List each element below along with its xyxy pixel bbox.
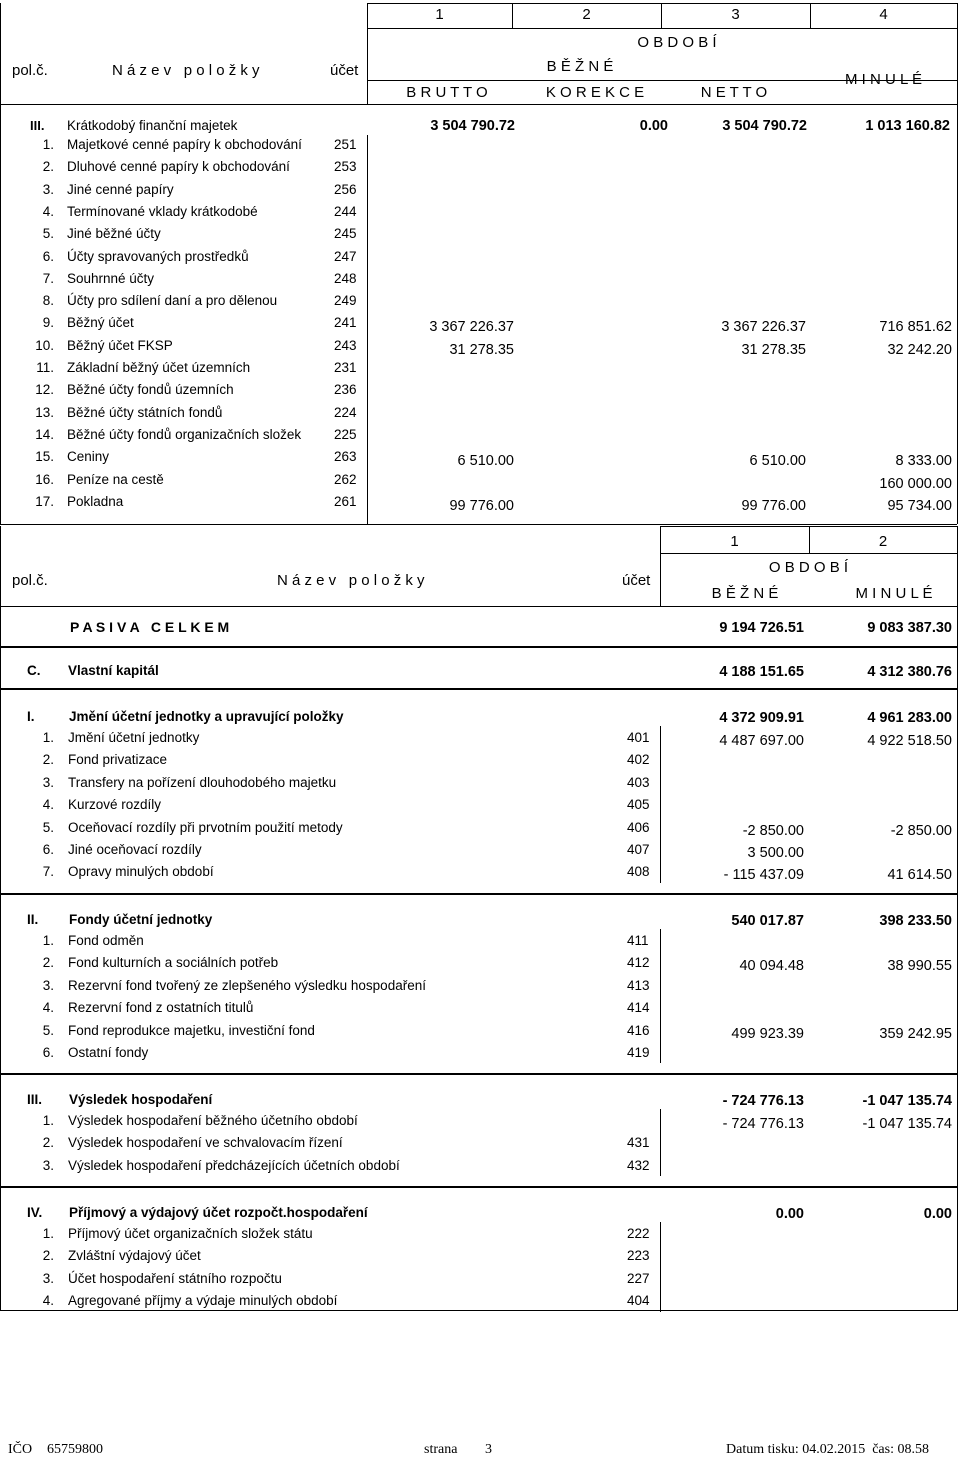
row-name: Běžné účty státních fondů xyxy=(67,405,223,420)
row-netto: 99 776.00 xyxy=(741,498,806,514)
pasiva-celkem-bezne: 9 194 726.51 xyxy=(719,620,804,636)
row-bezne: 3 500.00 xyxy=(747,845,804,861)
row-name: Běžné účty fondů organizačních složek xyxy=(67,427,302,442)
row-number: 1. xyxy=(42,933,54,948)
pasiva-col-num-1: 1 xyxy=(730,533,739,550)
row-minule: 160 000.00 xyxy=(879,476,952,492)
row-number: 8. xyxy=(42,293,54,308)
group-number: III. xyxy=(27,1092,43,1107)
row-ucet: 419 xyxy=(627,1045,650,1060)
pasiva-col-num-2: 2 xyxy=(878,533,888,550)
row-number: 11. xyxy=(36,360,54,375)
table-border xyxy=(0,1073,1,1186)
obdobi-header: O B D O B Í xyxy=(637,34,717,51)
row-name: Výsledek hospodaření běžného účetního období xyxy=(68,1113,358,1128)
row-number: 4. xyxy=(42,797,54,812)
row-ucet: 224 xyxy=(334,405,357,420)
group-name: Výsledek hospodaření xyxy=(69,1092,213,1107)
row-bezne: 40 094.48 xyxy=(739,958,804,974)
pasiva-celkem-minule: 9 083 387.30 xyxy=(867,620,952,636)
row-ucet: 243 xyxy=(334,338,357,353)
strana-value: 3 xyxy=(485,1442,492,1457)
row-number: 1. xyxy=(42,137,54,152)
row-number: 4. xyxy=(42,1293,54,1308)
row-ucet: 244 xyxy=(334,204,357,219)
group-bezne: 540 017.87 xyxy=(731,913,804,929)
bezne-header: B Ě Ž N É xyxy=(546,58,614,75)
row-number: 15. xyxy=(35,449,54,464)
row-number: 6. xyxy=(42,249,54,264)
row-ucet: 251 xyxy=(334,137,357,152)
row-number: 12. xyxy=(35,382,54,397)
row-name: Běžný účet xyxy=(67,315,134,330)
col-num-2: 2 xyxy=(582,6,591,23)
row-name: Opravy minulých období xyxy=(68,864,214,879)
row-ucet: 411 xyxy=(627,933,649,948)
row-name: Zvláštní výdajový účet xyxy=(68,1248,201,1263)
column-divider xyxy=(660,1109,661,1176)
row-ucet: 406 xyxy=(627,820,650,835)
row-number: 2. xyxy=(42,752,54,767)
row-number: 5. xyxy=(42,1023,54,1038)
vlastni-kapital-name: Vlastní kapitál xyxy=(68,663,159,678)
row-number: 2. xyxy=(42,1135,54,1150)
pasiva-bezne-header: B Ě Ž N É xyxy=(711,585,779,602)
row-ucet: 405 xyxy=(627,797,650,812)
row-number: 10. xyxy=(35,338,54,353)
row-bezne: 499 923.39 xyxy=(731,1026,804,1042)
row-name: Účet hospodaření státního rozpočtu xyxy=(68,1271,282,1286)
row-ucet: 225 xyxy=(334,427,357,442)
row-name: Souhrnné účty xyxy=(67,271,155,286)
row-ucet: 412 xyxy=(627,955,650,970)
row-number: 3. xyxy=(42,1271,54,1286)
strana-label: strana xyxy=(424,1442,458,1457)
row-name: Termínované vklady krátkodobé xyxy=(67,204,258,219)
row-ucet: 401 xyxy=(627,730,650,745)
row-number: 7. xyxy=(42,271,54,286)
row-name: Rezervní fond z ostatních titulů xyxy=(68,1000,254,1015)
row-number: 3. xyxy=(42,978,54,993)
row-name: Oceňovací rozdíly při prvotním použití metody xyxy=(68,820,343,835)
row-minule: 41 614.50 xyxy=(887,867,952,883)
nazev-header: N á z e v p o l o ž k y xyxy=(112,62,260,79)
row-ucet: 407 xyxy=(627,842,650,857)
row-name: Výsledek hospodaření ve schvalovacím řízení xyxy=(68,1135,343,1150)
group-number: IV. xyxy=(27,1205,43,1220)
row-ucet: 262 xyxy=(334,472,357,487)
row-ucet: 432 xyxy=(627,1158,650,1173)
row-number: 2. xyxy=(42,955,54,970)
row-name: Ceniny xyxy=(67,449,110,464)
row-number: 1. xyxy=(42,1113,54,1128)
pasiva-minule-header: M I N U L É xyxy=(855,585,933,602)
group-name: Příjmový a výdajový účet rozpočt.hospodaření xyxy=(69,1205,368,1220)
row-number: 6. xyxy=(42,842,54,857)
row-bezne: - 724 776.13 xyxy=(722,1116,804,1132)
row-name: Dluhové cenné papíry k obchodování xyxy=(67,159,290,174)
row-ucet: 236 xyxy=(334,382,357,397)
row-number: 16. xyxy=(35,472,54,487)
row-number: 2. xyxy=(42,1248,54,1263)
table-border xyxy=(0,690,1,893)
row-bezne: -2 850.00 xyxy=(742,823,804,839)
row-number: 9. xyxy=(42,315,54,330)
row-name: Jiné oceňovací rozdíly xyxy=(68,842,202,857)
row-ucet: 408 xyxy=(627,864,650,879)
row-number: 4. xyxy=(42,204,54,219)
row-ucet: 249 xyxy=(334,293,357,308)
group-number: II. xyxy=(27,912,39,927)
row-minule: 95 734.00 xyxy=(887,498,952,514)
row-number: 14. xyxy=(35,427,54,442)
row-ucet: 227 xyxy=(627,1271,650,1286)
row-name: Peníze na cestě xyxy=(67,472,164,487)
ucet-header: účet xyxy=(330,62,359,79)
pasiva-obdobi-header: O B D O B Í xyxy=(768,559,849,576)
row-minule: 4 922 518.50 xyxy=(867,733,952,749)
table-border xyxy=(0,1186,1,1310)
row-ucet: 414 xyxy=(627,1000,650,1015)
row-minule: -1 047 135.74 xyxy=(862,1116,952,1132)
row-minule: 716 851.62 xyxy=(879,319,952,335)
col-num-3: 3 xyxy=(731,6,740,23)
row-number: 7. xyxy=(42,864,54,879)
pol-header: pol.č. xyxy=(12,62,48,79)
row-name: Běžné účty fondů územních xyxy=(67,382,234,397)
section-name: Krátkodobý finanční majetek xyxy=(67,118,238,133)
korekce-header: K O R E K C E xyxy=(545,84,645,101)
row-ucet: 223 xyxy=(627,1248,650,1263)
row-ucet: 413 xyxy=(627,978,650,993)
row-name: Fond kulturních a sociálních potřeb xyxy=(68,955,279,970)
row-bezne: - 115 437.09 xyxy=(723,867,804,883)
row-name: Rezervní fond tvořený ze zlepšeného výsledku hospodaření xyxy=(68,978,426,993)
group-bezne: - 724 776.13 xyxy=(722,1093,804,1109)
group-separator xyxy=(0,1073,958,1075)
group-separator xyxy=(0,1310,958,1311)
row-brutto: 99 776.00 xyxy=(449,498,514,514)
row-minule: 8 333.00 xyxy=(895,453,952,469)
row-ucet: 241 xyxy=(334,315,357,330)
row-number: 13. xyxy=(35,405,54,420)
row-bezne: 4 487 697.00 xyxy=(719,733,804,749)
row-name: Účty spravovaných prostředků xyxy=(67,249,249,264)
row-name: Jiné cenné papíry xyxy=(67,182,174,197)
row-name: Agregované příjmy a výdaje minulých období xyxy=(68,1293,338,1308)
row-ucet: 247 xyxy=(334,249,357,264)
row-minule: 38 990.55 xyxy=(887,958,952,974)
column-divider xyxy=(660,726,661,883)
group-minule: 0.00 xyxy=(923,1206,952,1222)
row-number: 17. xyxy=(35,494,54,509)
row-ucet: 261 xyxy=(334,494,357,509)
row-ucet: 256 xyxy=(334,182,357,197)
row-netto: 6 510.00 xyxy=(749,453,806,469)
row-netto: 3 367 226.37 xyxy=(721,319,806,335)
column-divider xyxy=(660,929,661,1063)
ico-value: 65759800 xyxy=(47,1442,103,1457)
row-brutto: 31 278.35 xyxy=(449,342,514,358)
row-name: Fond odměn xyxy=(68,933,144,948)
group-bezne: 0.00 xyxy=(775,1206,804,1222)
netto-header: N E T T O xyxy=(700,84,768,101)
group-minule: 4 961 283.00 xyxy=(867,710,952,726)
row-name: Pokladna xyxy=(67,494,124,509)
row-name: Ostatní fondy xyxy=(68,1045,149,1060)
pasiva-pol-header: pol.č. xyxy=(12,572,48,589)
minule-header: M I N U L É xyxy=(845,71,922,88)
row-minule: -2 850.00 xyxy=(890,823,952,839)
datum-tisku: Datum tisku: 04.02.2015 čas: 08.58 xyxy=(726,1442,929,1457)
pasiva-ucet-header: účet xyxy=(622,572,651,589)
row-name: Příjmový účet organizačních složek státu xyxy=(68,1226,313,1241)
row-number: 6. xyxy=(42,1045,54,1060)
group-separator xyxy=(0,893,958,895)
row-ucet: 263 xyxy=(334,449,357,464)
row-ucet: 248 xyxy=(334,271,357,286)
table-border xyxy=(957,1186,958,1310)
row-ucet: 403 xyxy=(627,775,650,790)
row-minule: 32 242.20 xyxy=(887,342,952,358)
row-ucet: 231 xyxy=(334,360,357,375)
ico-label: IČO xyxy=(8,1442,33,1457)
table-border xyxy=(957,893,958,1073)
row-ucet: 404 xyxy=(627,1293,650,1308)
row-brutto: 6 510.00 xyxy=(457,453,514,469)
row-number: 1. xyxy=(42,1226,54,1241)
row-number: 5. xyxy=(42,820,54,835)
brutto-header: B R U T T O xyxy=(406,84,488,101)
row-number: 3. xyxy=(42,182,54,197)
group-minule: 398 233.50 xyxy=(879,913,952,929)
row-number: 5. xyxy=(42,226,54,241)
row-name: Transfery na pořízení dlouhodobého majetku xyxy=(68,775,337,790)
row-name: Běžný účet FKSP xyxy=(67,338,173,353)
row-name: Výsledek hospodaření předcházejících účetních období xyxy=(68,1158,400,1173)
row-minule: 359 242.95 xyxy=(879,1026,952,1042)
row-number: 3. xyxy=(42,775,54,790)
row-number: 4. xyxy=(42,1000,54,1015)
row-name: Fond privatizace xyxy=(68,752,168,767)
row-number: 2. xyxy=(42,159,54,174)
row-name: Fond reprodukce majetku, investiční fond xyxy=(68,1023,315,1038)
col-num-4: 4 xyxy=(879,6,888,23)
col-num-1: 1 xyxy=(435,6,444,23)
table-border xyxy=(0,893,1,1073)
pasiva-nazev-header: N á z e v p o l o ž k y xyxy=(277,572,425,589)
row-ucet: 416 xyxy=(627,1023,650,1038)
group-name: Fondy účetní jednotky xyxy=(69,912,213,927)
group-bezne: 4 372 909.91 xyxy=(719,710,804,726)
row-ucet: 431 xyxy=(627,1135,650,1150)
row-name: Majetkové cenné papíry k obchodování xyxy=(67,137,302,152)
group-name: Jmění účetní jednotky a upravující položky xyxy=(69,709,344,724)
row-ucet: 222 xyxy=(627,1226,650,1241)
table-border xyxy=(957,690,958,893)
pasiva-celkem-label: P A S I V A C E L K E M xyxy=(70,619,230,635)
row-ucet: 402 xyxy=(627,752,650,767)
row-ucet: 245 xyxy=(334,226,357,241)
row-number: 3. xyxy=(42,1158,54,1173)
row-ucet: 253 xyxy=(334,159,357,174)
table-border xyxy=(957,1073,958,1186)
row-brutto: 3 367 226.37 xyxy=(429,319,514,335)
row-name: Kurzové rozdíly xyxy=(68,797,162,812)
row-name: Jmění účetní jednotky xyxy=(68,730,200,745)
row-netto: 31 278.35 xyxy=(741,342,806,358)
row-name: Základní běžný účet územních xyxy=(67,360,251,375)
row-name: Jiné běžné účty xyxy=(67,226,161,241)
row-name: Účty pro sdílení daní a pro dělenou xyxy=(67,293,278,308)
column-divider xyxy=(660,1222,661,1312)
row-number: 1. xyxy=(42,730,54,745)
group-number: I. xyxy=(27,709,35,724)
group-separator xyxy=(0,1186,958,1188)
group-minule: -1 047 135.74 xyxy=(862,1093,952,1109)
